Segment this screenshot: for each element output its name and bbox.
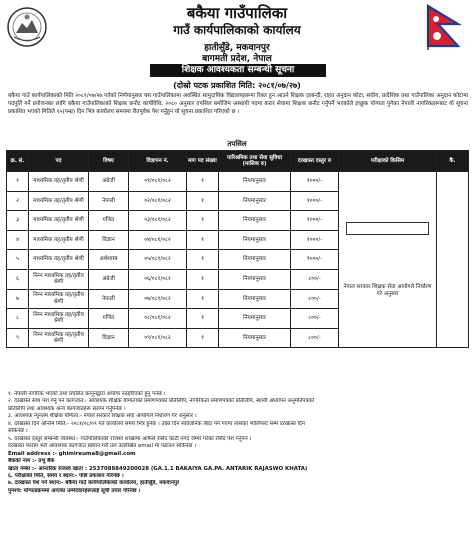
cell-post: माध्यमिक तह/तृतीय श्रेणी	[29, 191, 89, 211]
cell-fee: १०००/-	[291, 250, 339, 270]
cell-salary: नियमानुसार	[219, 250, 291, 270]
cell-salary: नियमानुसार	[219, 269, 291, 289]
cell-qty: १	[187, 211, 219, 231]
cell-post: निम्न माध्यमिक तह/तृतीय श्रेणी	[29, 289, 89, 309]
cell-qty: १	[187, 289, 219, 309]
cell-sn: ५	[7, 250, 29, 270]
cell-adv-no: ०९/०८१/०८२	[129, 328, 187, 348]
col-header-post: पद	[29, 151, 89, 172]
cell-salary: नियमानुसार	[219, 230, 291, 250]
table-row	[7, 172, 469, 192]
publication-date: (दोस्रो पटक प्रकाशित मिति: २०८१/०७/२७)	[173, 81, 301, 90]
office-subtitle: गाउँ कार्यपालिकाको कार्यालय	[173, 23, 301, 37]
cell-salary: नियमानुसार	[219, 172, 291, 192]
cell-sn: २	[7, 191, 29, 211]
col-header-sn: क्र. सं.	[7, 151, 29, 172]
note-line: Email address :- ghimireuma8@gmail.com	[8, 450, 136, 457]
cell-subject: गणित	[89, 211, 129, 231]
cell-fee: ८००/-	[291, 269, 339, 289]
cell-fee: १०००/-	[291, 211, 339, 231]
col-header-remarks: कै.	[437, 151, 469, 172]
cell-exam-type	[339, 172, 437, 348]
cell-qty: १	[187, 191, 219, 211]
cell-qty: १	[187, 230, 219, 250]
cell-fee: १०००/-	[291, 172, 339, 192]
cell-adv-no: ०२/०८१/०८२	[129, 191, 187, 211]
note-line: प्रतिलिपि तथा आवश्यक अन्य कागजातहरू संलग्न गर्नुपर्नेछ ।	[8, 405, 126, 412]
cell-fee: ८००/-	[291, 309, 339, 329]
cell-adv-no: ०७/०८१/०८२	[129, 289, 187, 309]
cell-qty: १	[187, 328, 219, 348]
note-line: सकिनेछ ।	[8, 428, 28, 435]
cell-salary: नियमानुसार	[219, 289, 291, 309]
table-header-row	[7, 151, 469, 172]
cell-subject: गणित	[89, 309, 129, 329]
note-line: ३. आवश्यक न्यूनतम शैक्षिक योग्यता:- नेपाल सरकार शिक्षक सेवा आयोगले निर्धारण गरे अनुसार ।	[8, 413, 197, 420]
office-name: बकैया गाउँपालिका	[186, 4, 288, 22]
notice-title-banner: शिक्षक आवश्यकता सम्बन्धी सूचना	[150, 64, 326, 77]
cell-fee: १०००/-	[291, 230, 339, 250]
cell-adv-no: ०५/०८१/०८२	[129, 250, 187, 270]
table-title: तपसिल	[227, 140, 247, 148]
cell-sn: ९	[7, 328, 29, 348]
note-line: पुनश्च: योग्यताक्रममा आएका उम्मेदवारहरूलाई सूची तयार गरिनेछ ।	[8, 487, 141, 494]
col-header-adv-no: विज्ञापन नं.	[129, 151, 187, 172]
cell-post: माध्यमिक तह/तृतीय श्रेणी	[29, 230, 89, 250]
cell-sn: १	[7, 172, 29, 192]
cell-fee: ८००/-	[291, 328, 339, 348]
note-line: खाता नम्बर :- आन्तरिक राजस्व खाता : 2537088849200028 (GA.1.1 BAKAIYA GA.PA. ANTARIK RAJASWO KHATA)	[8, 465, 308, 472]
note-line: बैंकको नाम :- प्रभु बैंक	[8, 458, 55, 465]
cell-subject: नेपाली	[89, 191, 129, 211]
cell-subject: विज्ञान	[89, 328, 129, 348]
cell-post: निम्न माध्यमिक तह/तृतीय श्रेणी	[29, 269, 89, 289]
col-header-salary: पारिश्रमिक तथा सेवा सुविधा (मासिक रु)	[219, 151, 291, 172]
note-line: दरखास्त फाराम भरी आवश्यक कागजात स्क्यान गरी तल उल्लेखित email मा पठाउन सकिनेछ ।	[8, 443, 196, 450]
cell-salary: नियमानुसार	[219, 191, 291, 211]
cell-sn: ६	[7, 269, 29, 289]
cell-adv-no: ०८/०८१/०८२	[129, 309, 187, 329]
address-line-2: बागमती प्रदेश, नेपाल	[202, 54, 272, 64]
note-line: २. दरखास्त साथ पेश गर्नु पर्ने कागजात:- आवश्यक शैक्षिक योग्यताको प्रमाणपत्रको प्रतिलिपि, नागरिकता प्रमाणपत्रको प्रतिलिपि, स्थायी अध्यापन अनुमतिपत्रको	[8, 398, 315, 405]
col-header-fee: दरखास्त दस्तुर रु	[291, 151, 339, 172]
exam-type-text: नेपाल सरकार शिक्षक सेवा आयोगले निर्धारण गरे अनुसार	[343, 283, 432, 297]
note-line: १. नेपाली नागरिक भएको तथा प्रचलित कानूनद्वारा अयोग्य नठहरिएको हुनु पर्नेछ ।	[8, 391, 166, 397]
note-line: ४. दरखास्त दिने अन्तिम मिति:- २०८१/०८/०९ गते कार्यालय समय भित्र हुनेछ । उक्त दिन सार्वजनिक बिदा पर्न गएमा त्यसको भोलिपल्ट सम्म दरखास्त दिन	[8, 420, 305, 427]
cell-post: माध्यमिक तह/तृतीय श्रेणी	[29, 172, 89, 192]
cell-adv-no: ०१/०८१/०८२	[129, 172, 187, 192]
col-header-subject: विषय	[89, 151, 129, 172]
cell-post: माध्यमिक तह/तृतीय श्रेणी	[29, 211, 89, 231]
cell-subject: अर्थशास्त्र	[89, 250, 129, 270]
cell-adv-no: ०६/०८१/०८२	[129, 269, 187, 289]
cell-qty: १	[187, 309, 219, 329]
cell-sn: ३	[7, 211, 29, 231]
col-header-qty: माग पद संख्या	[187, 151, 219, 172]
cell-post: माध्यमिक तह/तृतीय श्रेणी	[29, 250, 89, 270]
note-line: ७. दरखास्त पेश गर्ने स्थान:- बकैया गाउँ कार्यपालिकाको कार्यालय, हातीसुँडे, मकवानपुर	[8, 480, 180, 487]
cell-qty: १	[187, 269, 219, 289]
cell-fee: १०००/-	[291, 191, 339, 211]
cell-salary: नियमानुसार	[219, 211, 291, 231]
cell-subject: नेपाली	[89, 289, 129, 309]
cell-subject: अंग्रेजी	[89, 172, 129, 192]
cell-qty: १	[187, 250, 219, 270]
cell-subject: अंग्रेजी	[89, 269, 129, 289]
cell-subject: विज्ञान	[89, 230, 129, 250]
cell-post: निम्न माध्यमिक तह/तृतीय श्रेणी	[29, 309, 89, 329]
vacancy-table	[6, 150, 469, 348]
note-line: ६. परीक्षाको मिति, समय र स्थान:- पछि प्रकाशन गरिनेछ ।	[8, 472, 124, 479]
cell-qty: १	[187, 172, 219, 192]
cell-salary: नियमानुसार	[219, 328, 291, 348]
cell-sn: ४	[7, 230, 29, 250]
cell-fee: ८००/-	[291, 289, 339, 309]
cell-adv-no: ०४/०८१/०८२	[129, 230, 187, 250]
notes-section	[8, 391, 470, 553]
col-header-exam-type: परीक्षाको किसिम	[339, 151, 437, 172]
note-line: ५. दरखास्त दस्तुर सम्बन्धी व्यवस्था:- गाउँपालिकाको राजश्व शाखामा आफैले रसिद काटी नगद जम्मा गरेको रसिद पेश गर्नुपर्ने ।	[8, 435, 252, 442]
cell-salary: नियमानुसार	[219, 309, 291, 329]
exam-type-box	[346, 222, 430, 235]
address-line-1: हातीसुँडे, मकवानपुर	[204, 43, 270, 53]
cell-remarks	[437, 172, 469, 348]
cell-sn: ७	[7, 289, 29, 309]
cell-adv-no: ०३/०८१/०८२	[129, 211, 187, 231]
cell-post: निम्न माध्यमिक तह/तृतीय श्रेणी	[29, 328, 89, 348]
intro-paragraph: बकैया गाउँ कार्यपालिकाको मिति २०८१/०७/२७ गतेको निर्णयानुसार यस गाउँपालिकामा अवस्थित सामुदायिक विद्यालयहरूमा रिक्त हुन आउने शिक्षक दरबन्दी, राहत अनुदान कोटा, संघीय, प्रादेशिक तथा गाउँपालिका अनुदान कोटामा पदपूर्ति गर्ने प्रयोजनका लागि बकैया गाउँपालिकाको शिक्षक छनौट कार्यविधि, २०८० अनुसार तपसिल बमोजिम अस्थायी पदमा करार सेवामा शिक्षक छनौट गर्नुपर्ने भएकोले इच्छुक योग्यता पुगेका नेपाली नागरिकहरूबाट यो सूचना प्रकाशित भएको मितिले १५(पन्ध्र) दिन भित्र कार्यालय समयमा रीतपूर्वक पेश गर्नुहुन यो सूचना प्रकाशित गरिएको छ ।	[8, 93, 468, 115]
cell-sn: ८	[7, 309, 29, 329]
